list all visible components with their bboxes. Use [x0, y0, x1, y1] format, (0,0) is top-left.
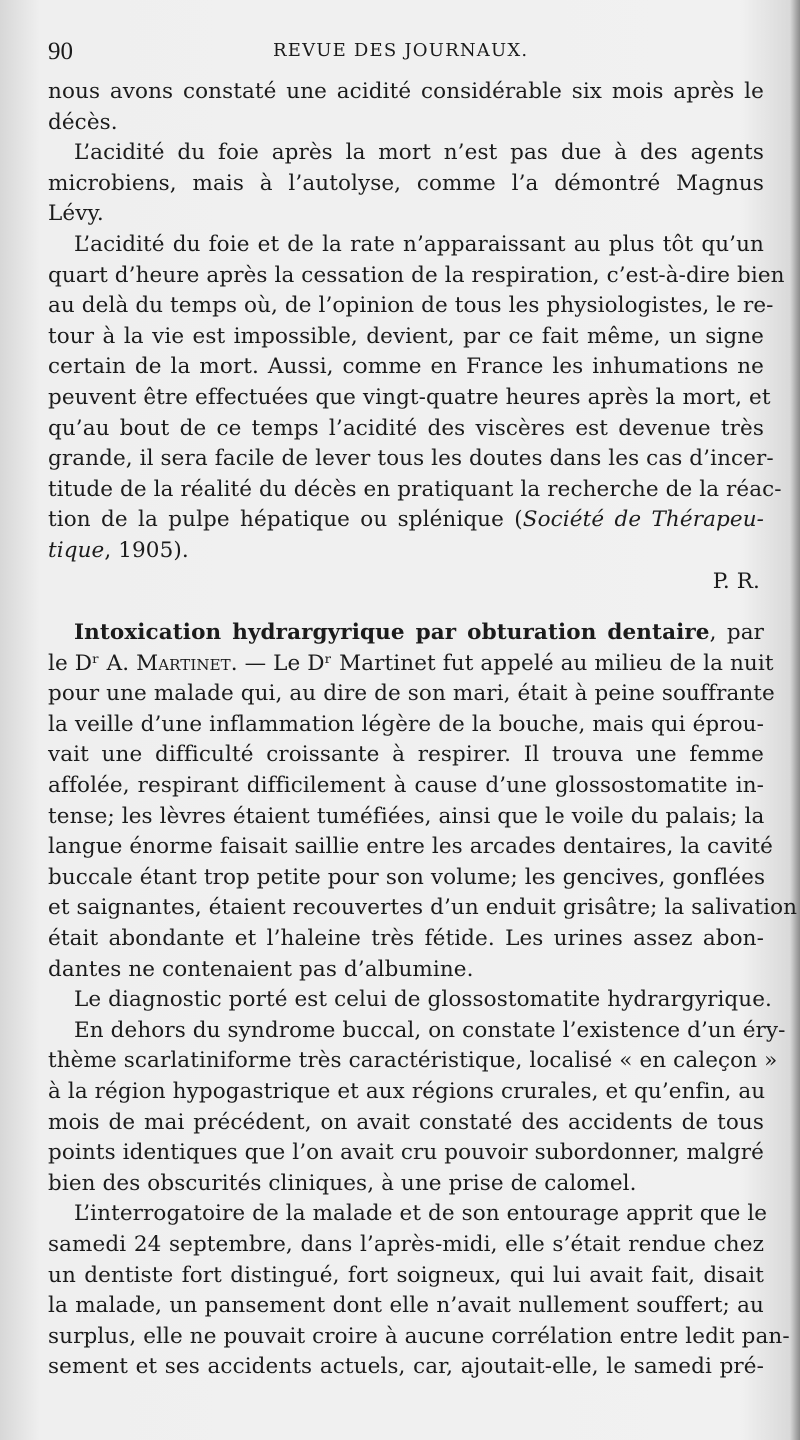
- text-line: à la région hypogastrique et aux régions crurales, et qu’enfin, au: [48, 1079, 766, 1104]
- text-line: tense; les lèvres étaient tuméfiées, ainsi que le voile du palais; la: [48, 803, 765, 829]
- text-line: grande, il sera facile de lever tous les doutes dans les cas d’incer-: [48, 446, 774, 472]
- text-line: L’interrogatoire de la malade et de son entourage apprit que le: [74, 1201, 768, 1227]
- text-run: , 1905).: [104, 537, 189, 563]
- text-line: vait une difficulté croissante à respirer. Il trouva une femme: [48, 742, 764, 768]
- text-line: et saignantes, étaient recouvertes d’un enduit grisâtre; la salivation: [48, 895, 798, 921]
- text-line: [48, 536, 764, 567]
- text-line: qu’au bout de ce temps l’acidité des viscères est devenue très: [48, 415, 764, 441]
- text-line: points identiques que l’on avait cru pouvoir subordonner, malgré: [48, 1140, 764, 1166]
- text-run: tion de la pulpe hépatique ou splénique (: [48, 507, 523, 533]
- text-line: samedi 24 septembre, dans l’après-midi, elle s’était rendue chez: [48, 1231, 764, 1257]
- text-line: tour à la vie est impossible, devient, par ce fait même, un signe: [48, 323, 764, 349]
- article-title: Intoxication hydrargyrique par obturation dentaire: [74, 620, 710, 646]
- paragraph-interrogation: [48, 1199, 790, 1383]
- paragraph-autolysis: [48, 138, 764, 230]
- text-line: dantes ne contenaient pas d’albumine.: [48, 956, 474, 982]
- text-line: [48, 505, 764, 536]
- text-line: langue énorme faisait saillie entre les arcades dentaires, la cavité: [48, 834, 773, 860]
- page-body: [48, 77, 798, 1383]
- text-line: peuvent être effectuées que vingt-quatre heures après la mort, et: [48, 384, 771, 410]
- page-number: 90: [48, 38, 73, 65]
- section-gap: [48, 597, 764, 618]
- text-run: . — Le Dʳ Martinet fut appelé au milieu de la nuit: [230, 650, 774, 676]
- journal-citation: tique: [48, 537, 105, 563]
- text-line: affolée, respirant difficilement à cause d’une glossostomatite in-: [48, 773, 764, 799]
- text-line: surplus, elle ne pouvait croire à aucune corrélation entre ledit pan-: [48, 1323, 790, 1349]
- journal-citation: Société de Thérapeu-: [522, 507, 764, 533]
- text-line: En dehors du syndrome buccal, on constate l’existence d’un éry-: [74, 1017, 786, 1043]
- text-line: décès.: [48, 109, 118, 135]
- text-line: certain de la mort. Aussi, comme en France les inhumations ne: [48, 354, 764, 380]
- text-line: titude de la réalité du décès en pratiquant la recherche de la réac-: [48, 476, 782, 502]
- article-intoxication: [48, 618, 798, 985]
- paragraph-diagnosis: [48, 985, 772, 1016]
- text-line: L’acidité du foie et de la rate n’apparaissant au plus tôt qu’un: [74, 231, 764, 257]
- text-line: quart d’heure après la cessation de la respiration, c’est-à-dire bien: [48, 262, 785, 288]
- text-line: thème scarlatiniforme très caractéristique, localisé « en caleçon »: [48, 1048, 778, 1074]
- page-header: [48, 38, 750, 78]
- paragraph-sign-of-death: [48, 230, 785, 597]
- text-line: Lévy.: [48, 201, 104, 227]
- text-line: nous avons constaté une acidité considérable six mois après le: [48, 79, 764, 104]
- text-line: était abondante et l’haleine très fétide. Les urines assez abon-: [48, 926, 764, 952]
- author-initials: P. R.: [712, 568, 760, 594]
- author-name: Martinet: [136, 650, 231, 676]
- text-line: Le diagnostic porté est celui de glossostomatite hydrargyrique.: [74, 987, 772, 1013]
- running-head: REVUE DES JOURNAUX.: [273, 40, 529, 61]
- text-line: pour une malade qui, au dire de son mari, était à peine souffrante: [48, 681, 775, 707]
- text-line: sement et ses accidents actuels, car, ajoutait-elle, le samedi pré-: [48, 1354, 764, 1380]
- text-line: L’acidité du foie après la mort n’est pas due à des agents: [74, 140, 764, 166]
- text-line: bien des obscurités cliniques, à une prise de calomel.: [48, 1170, 637, 1196]
- text-run: le Dʳ A.: [48, 650, 137, 676]
- text-line: microbiens, mais à l’autolyse, comme l’a démontré Magnus: [48, 170, 764, 196]
- text-line: la veille d’une inflammation légère de la bouche, mais qui éprou-: [48, 711, 764, 737]
- paragraph-erythema: [48, 1016, 786, 1200]
- text-line: [48, 649, 774, 680]
- text-run: , par: [709, 620, 764, 646]
- text-line: un dentiste fort distingué, fort soigneux, qui lui avait fait, disait: [48, 1262, 764, 1288]
- text-line: buccale étant trop petite pour son volume; les gencives, gonflées: [48, 864, 766, 890]
- text-line: la malade, un pansement dont elle n’avait nullement souffert; au: [48, 1293, 764, 1319]
- text-line: au delà du temps où, de l’opinion de tous les physiologistes, le re-: [48, 293, 774, 319]
- paragraph-acidity-continued: [48, 77, 764, 138]
- text-line: mois de mai précédent, on avait constaté des accidents de tous: [48, 1109, 764, 1135]
- text-line: [48, 618, 764, 649]
